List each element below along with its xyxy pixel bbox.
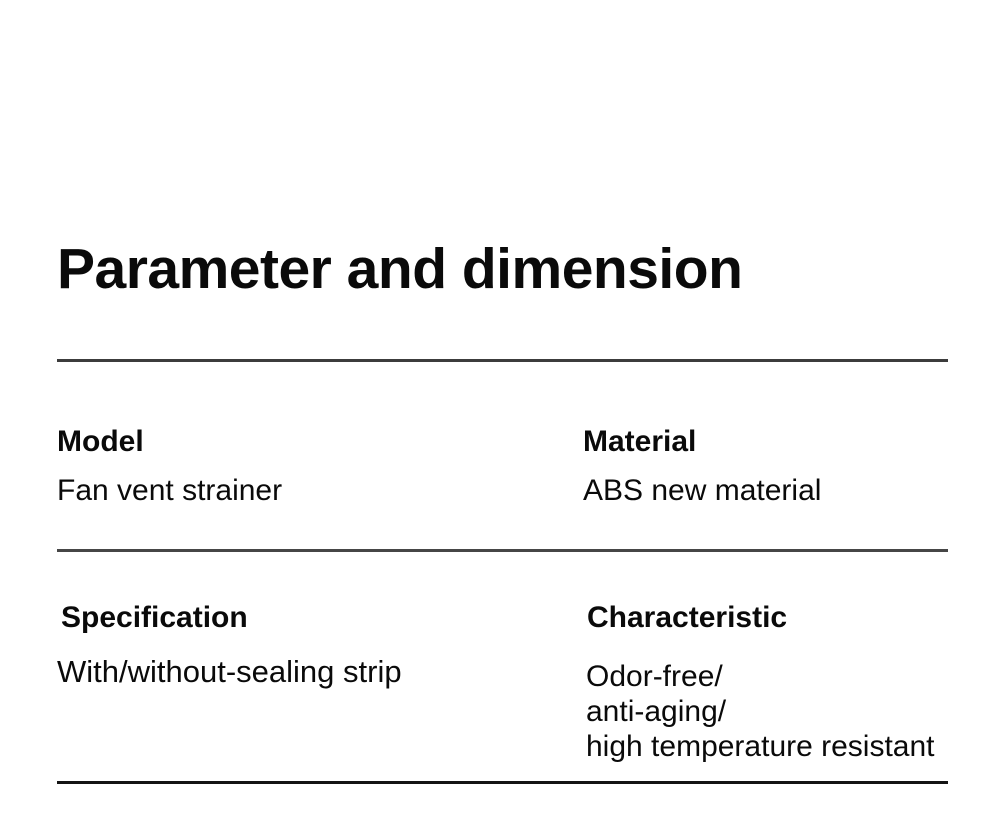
characteristic-value-line: anti-aging/ [586, 695, 727, 728]
page-title: Parameter and dimension [57, 237, 743, 302]
specification-value: With/without-sealing strip [57, 654, 402, 689]
model-label: Model [57, 425, 144, 458]
divider-top [57, 359, 948, 362]
specification-label: Specification [61, 601, 248, 634]
divider-middle [57, 549, 948, 552]
material-value: ABS new material [583, 474, 822, 507]
characteristic-label: Characteristic [587, 601, 788, 634]
characteristic-value-line: high temperature resistant [586, 730, 935, 763]
characteristic-value-line: Odor-free/ [586, 660, 723, 693]
divider-bottom [57, 781, 948, 784]
material-label: Material [583, 425, 697, 458]
characteristic-value [586, 659, 935, 764]
model-value: Fan vent strainer [57, 474, 283, 507]
